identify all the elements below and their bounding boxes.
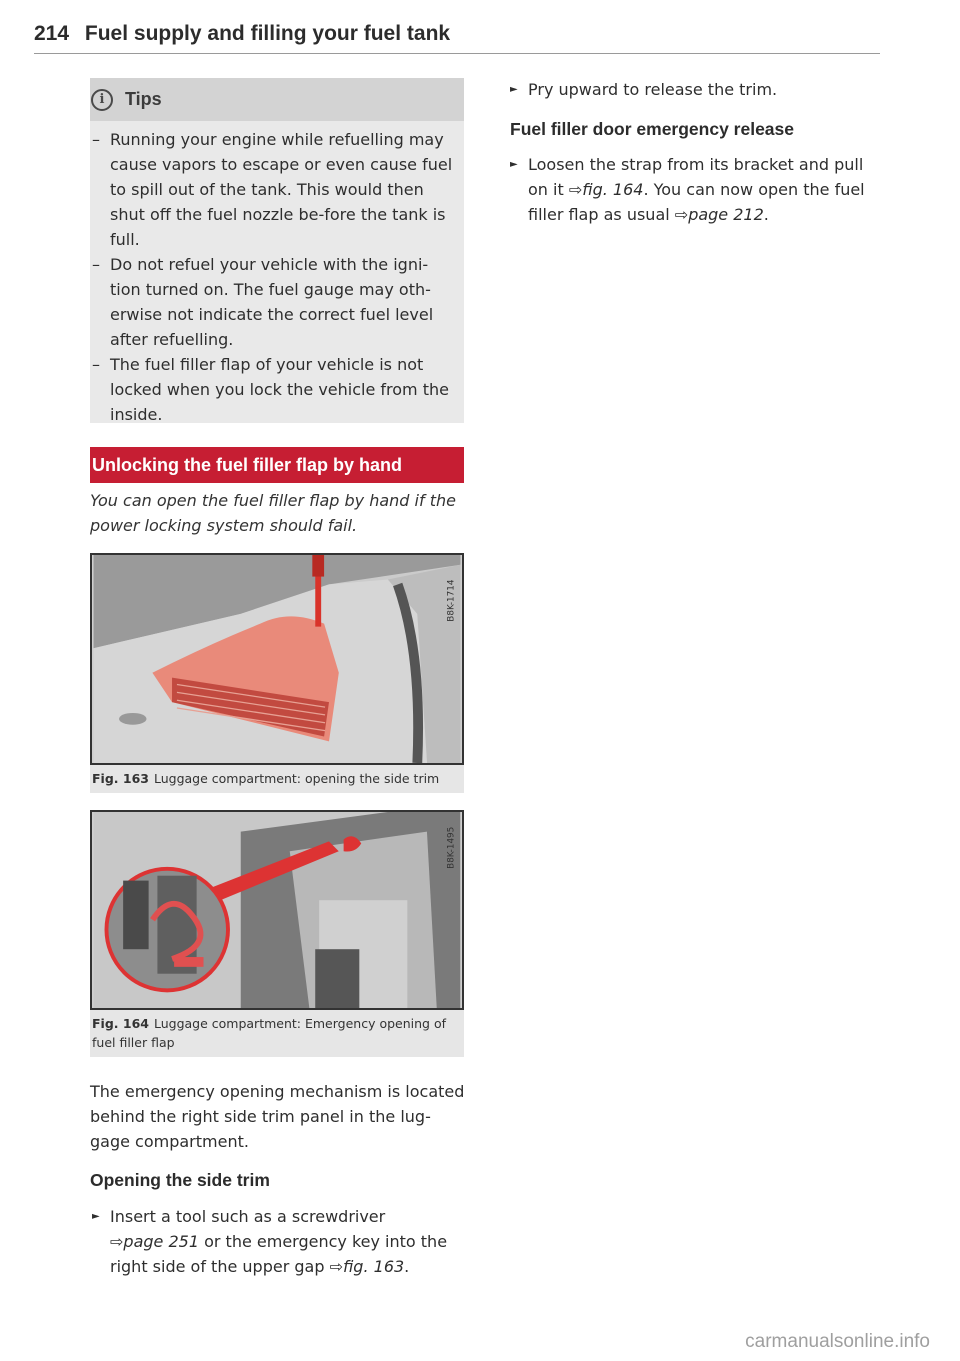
figure-code: B8K-1714 (446, 579, 457, 622)
tips-item: – Running your engine while refuelling may cause vapors to escape or even cause fuel to spill out of the tank. This would then shut off the fuel nozzle be-fore the tank is full. (92, 127, 456, 252)
caption-text: Luggage compartment: Emergency opening of fuel filler flap (92, 1016, 446, 1050)
figure-caption (90, 1010, 464, 1052)
figure-label: Fig. 163 (92, 771, 149, 786)
arrow-icon: ⇨ (568, 180, 583, 199)
tips-header (90, 78, 464, 121)
caption-text: Luggage compartment: opening the side trim (153, 771, 440, 786)
figure-caption (90, 765, 464, 788)
figure-link[interactable]: fig. 163 (342, 1257, 405, 1276)
section-heading: Unlocking the fuel filler flap by hand (90, 447, 464, 483)
figure-code: B8K-1495 (446, 826, 457, 869)
page-number: 214 (34, 22, 70, 45)
section-intro: You can open the fuel filler flap by hand if the power locking system should fail. (90, 491, 456, 535)
page-link[interactable]: page 212 (688, 205, 764, 224)
step-item: ► Loosen the strap from its bracket and pull on it ⇨fig. 164. You can now open the fuel filler flap as usual ⇨page 212. (508, 152, 878, 227)
info-icon: i (91, 89, 113, 111)
figure-link[interactable]: fig. 164 (582, 180, 644, 199)
page-link[interactable]: page 251 (123, 1232, 199, 1251)
tips-list (90, 121, 464, 427)
step-item: ► Insert a tool such as a screwdriver ⇨page 251 or the emergency key into the right side of the upper gap ⇨fig. 163. (90, 1204, 470, 1279)
arrow-icon: ⇨ (110, 1232, 124, 1251)
tips-title: Tips (125, 89, 162, 109)
figure-163 (90, 553, 464, 793)
emergency-release-illustration (90, 810, 464, 1010)
tips-item: – Do not refuel your vehicle with the igni-tion turned on. The fuel gauge may oth-erwise not indicate the correct fuel level after refuelling. (92, 252, 456, 352)
luggage-side-trim-illustration (90, 553, 464, 765)
opening-heading: Opening the side trim (90, 1170, 270, 1190)
step-item: ► Pry upward to release the trim. (508, 77, 888, 102)
chapter-title: Fuel supply and filling your fuel tank (84, 22, 451, 45)
release-heading: Fuel filler door emergency release (510, 119, 795, 139)
body-paragraph: The emergency opening mechanism is located behind the right side trim panel in the lug-gage compartment. (90, 1082, 465, 1151)
figure-label: Fig. 164 (92, 1016, 149, 1031)
arrow-icon: ⇨ (674, 205, 689, 224)
watermark: carmanualsonline.info (745, 1331, 930, 1352)
header-divider (34, 53, 880, 54)
arrow-icon: ⇨ (329, 1257, 343, 1276)
page-header (34, 22, 450, 46)
tips-item: – The fuel filler flap of your vehicle is not locked when you lock the vehicle from the inside. (92, 352, 456, 427)
figure-164 (90, 810, 464, 1057)
tips-box (90, 78, 464, 423)
